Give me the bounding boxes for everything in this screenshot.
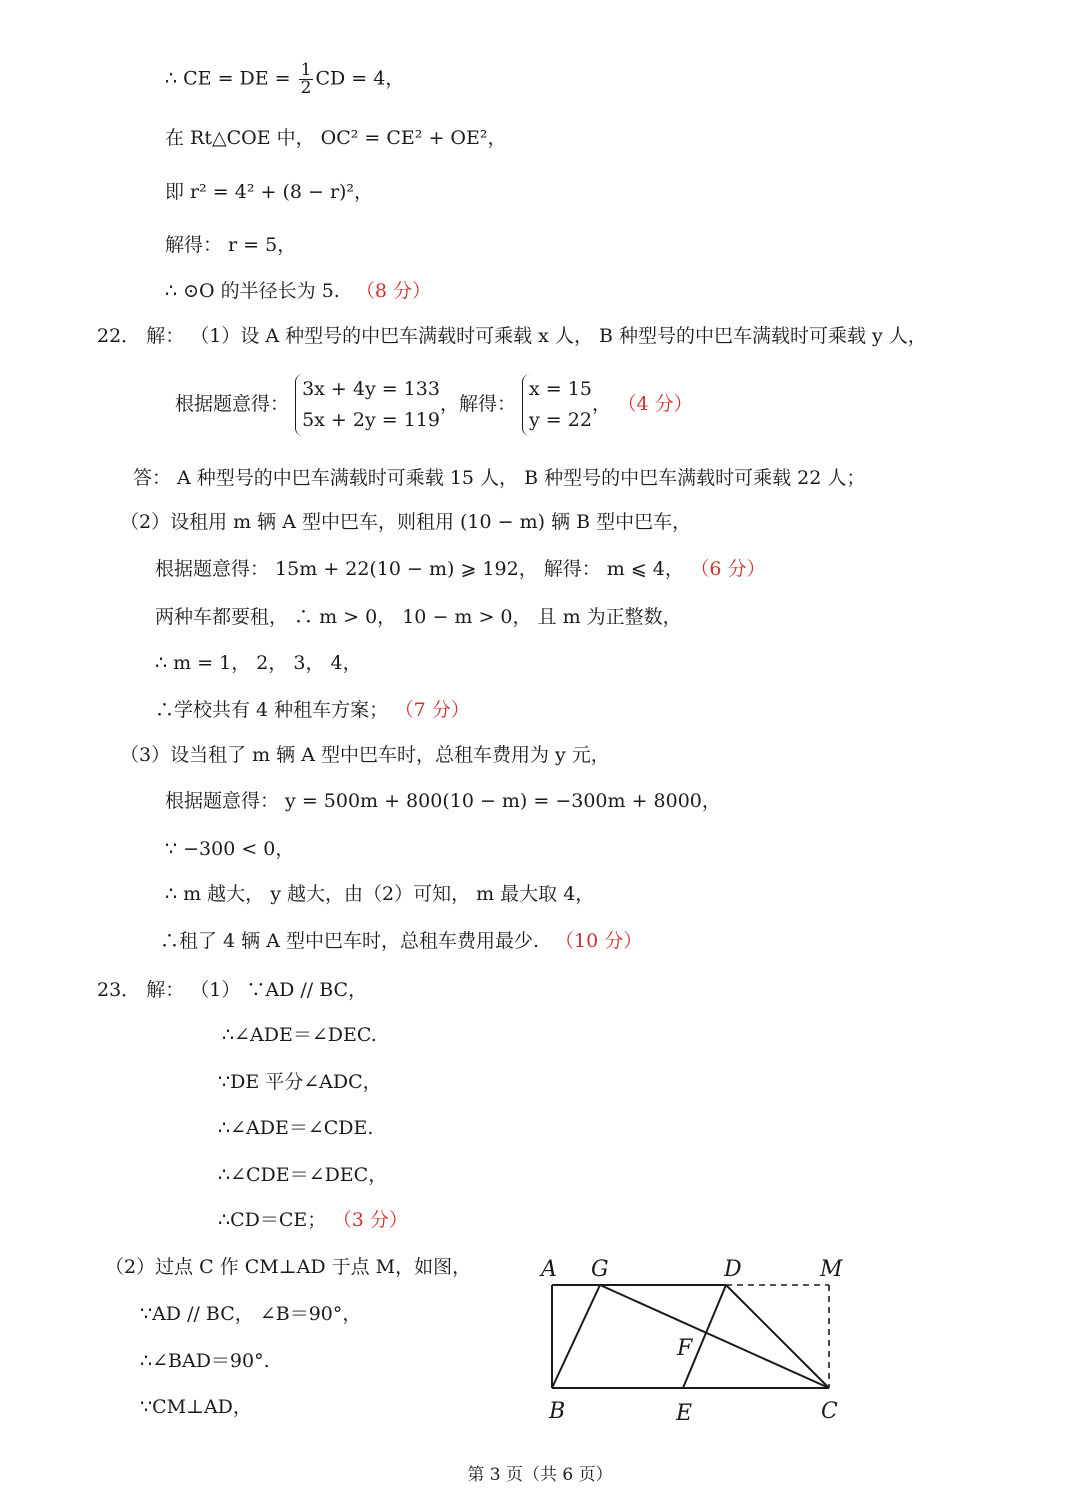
q23-part2-line-1: ∵AD // BC， ∠B＝90°， [140, 1303, 362, 1325]
label-M: M [820, 1257, 843, 1282]
score-mark: （4 分） [626, 393, 693, 415]
score-mark: （6 分） [699, 558, 766, 580]
geometry-diagram [535, 1250, 855, 1430]
q21-line-2: 在 Rt△COE 中， OC² = CE² + OE²， [165, 127, 507, 149]
label-B: B [549, 1399, 566, 1424]
q22-part3-line-4: ∴租了 4 辆 A 型中巴车时，总租车费用最少. （10 分） [160, 930, 643, 952]
q22-part3-heading: （3）设当租了 m 辆 A 型中巴车时，总租车费用为 y 元， [120, 744, 610, 766]
q22-part3-line-1: 根据题意得： y = 500m + 800(10 − m) = −300m + 8000， [165, 790, 721, 812]
q23-line-5: ∴CD＝CE； （3 分） [218, 1209, 408, 1231]
q22-heading: 22． 解： （1）设 A 种型号的中巴车满载时可乘载 x 人， B 种型号的中巴车满载时可乘载 y 人， [97, 325, 927, 347]
score-mark: （3 分） [342, 1209, 408, 1231]
q23-part2-line-2: ∴∠BAD＝90°. [140, 1350, 270, 1372]
q22-answer: 答： A 种型号的中巴车满载时可乘载 15 人， B 种型号的中巴车满载时可乘载 22 人； [133, 467, 866, 489]
label-C: C [821, 1399, 838, 1424]
segment-DC [726, 1285, 829, 1388]
system-brace: 3x + 4y = 133 5x + 2y = 119 [295, 374, 440, 436]
q22-part2-heading: （2）设租用 m 辆 A 型中巴车，则租用 (10 − m) 辆 B 型中巴车， [120, 511, 692, 533]
q21-line-5: ∴ ⊙O 的半径长为 5. （8 分） [165, 280, 431, 302]
q23-line-1: ∴∠ADE＝∠DEC. [222, 1024, 377, 1046]
label-F: F [677, 1336, 693, 1361]
q23-line-4: ∴∠CDE＝∠DEC， [218, 1164, 388, 1186]
q23-part2-line-3: ∵CM⊥AD， [140, 1396, 252, 1418]
q21-line-1: ∴ CE = DE = $\frac{1}{2}$ CD = 4， [165, 60, 405, 98]
q22-equation-system: 根据题意得： 3x + 4y = 133 5x + 2y = 119 ，解得： x = 15 y = 22 ， （4 分） [175, 374, 693, 436]
label-D: D [724, 1257, 742, 1282]
score-mark: （10 分） [555, 930, 643, 952]
q23-line-3: ∴∠ADE＝∠CDE. [218, 1117, 374, 1139]
q22-part2-line-3: ∴ m = 1， 2， 3， 4， [155, 652, 362, 674]
q21-line-4: 解得： r = 5， [165, 234, 297, 256]
score-mark: （8 分） [355, 280, 431, 302]
segment-GC [600, 1285, 829, 1388]
q23-heading: 23． 解： （1） ∵AD // BC， [97, 979, 368, 1001]
solution-brace: x = 15 y = 22 [522, 374, 592, 436]
score-mark: （7 分） [404, 699, 470, 721]
segment-BG [552, 1285, 600, 1388]
label-A: A [541, 1257, 557, 1282]
q22-part2-line-1: 根据题意得： 15m + 22(10 − m) ⩾ 192， 解得： m ⩽ 4， （6 分） [155, 558, 766, 580]
q22-part3-line-3: ∴ m 越大， y 越大，由（2）可知， m 最大取 4， [165, 883, 595, 905]
label-E: E [676, 1401, 693, 1426]
fraction-half: $\frac{1}{2}$ [300, 60, 312, 98]
q22-part2-line-4: ∴学校共有 4 种租车方案； （7 分） [155, 699, 470, 721]
page-footer: 第 3 页（共 6 页） [467, 1465, 613, 1485]
q21-line-3: 即 r² = 4² + (8 − r)²， [165, 181, 374, 203]
q23-line-2: ∵DE 平分∠ADC， [218, 1071, 382, 1093]
q23-part2-heading: （2）过点 C 作 CM⊥AD 于点 M，如图， [105, 1256, 472, 1278]
q22-part3-line-2: ∵ −300 < 0， [165, 838, 295, 860]
label-G: G [591, 1257, 609, 1282]
q22-part2-line-2: 两种车都要租， ∴ m > 0， 10 − m > 0， 且 m 为正整数， [155, 606, 682, 628]
